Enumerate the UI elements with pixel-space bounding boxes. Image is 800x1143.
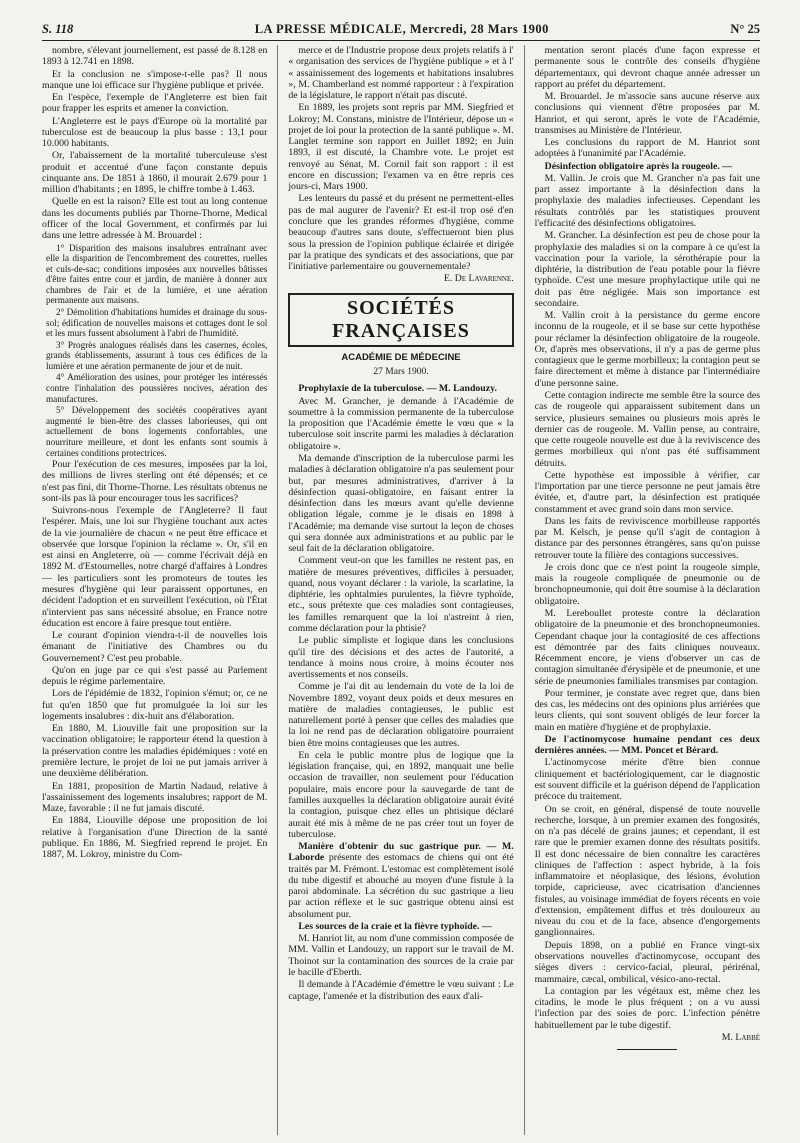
end-rule: [617, 1049, 677, 1050]
list-item: 3° Progrès analogues réalisés dans les casernes, écoles, grands établissements, assurant à tous ces édifices de la lumière et une aération permanente de jour et de nuit.: [46, 339, 268, 371]
column-divider: [277, 45, 278, 1135]
column-1: [42, 45, 267, 1135]
paragraph: mentation seront placés d'une façon expresse et permanente sous le contrôle des conseils d'hygiène départementaux, qui devront chaque année adresser un rapport au préfet du département.: [534, 45, 761, 90]
paragraph: Depuis 1898, on a publié en France vingt-six observations nouvelles d'actinomycose, occupant des sièges divers : cervico-facial, pleural, périrénal, mammaire, cæcal, ombilical, vésico-ano-rectal.: [534, 939, 761, 985]
paragraph: Qu'on en juge par ce qui s'est passé au Parlement depuis le régime parlementaire.: [42, 664, 268, 688]
paragraph: En l'espèce, l'exemple de l'Angleterre est bien fait pour frapper les esprits et amener la conviction.: [42, 92, 268, 115]
paragraph: L'actinomycose mérite d'être bien connue cliniquement et bactériologiquement, car le diagnostic est souvent difficile et la guérison dépend de l'application précoce du traitement.: [534, 757, 761, 803]
paragraph: Cette hypothèse est impossible à vérifier, car l'importation par une tierce personne ne peut jamais être évitée, et, d'autre part, la désinfection est pratiquée constamment et avec grand soin dans mon service.: [534, 469, 761, 515]
measures-list: [42, 243, 267, 459]
column-divider: [524, 45, 525, 1135]
list-item: 1° Disparition des maisons insalubres entraînant avec elle la disparition de l'encombrement des courettes, ruelles et culs-de-sac; conditions imposées aux nouvelles bâtisses d'être faites entre cour et jardin, de manière à donner aux chambres de l'air et de la lumière, et une aération permanente aux maisons.: [46, 242, 268, 306]
session-date: 27 Mars 1900.: [373, 366, 429, 377]
issue-number: N° 25: [730, 22, 760, 36]
paragraph: merce et de l'Industrie propose deux projets relatifs à l' « organisation des services de l'hygiène publique » et à l' « assainissement des logements et habitations insalubres », M. Chamberland est nommé rapporteur : à l'expiration de la législature, le rapport n'était pas discuté.: [288, 45, 514, 102]
report-heading: Manière d'obtenir du suc gastrique pur. — M. Laborde: [288, 841, 514, 864]
paragraph: Suivrons-nous l'exemple de l'Angleterre? Il faut l'espérer. Mais, une loi sur l'hygiène touchant aux actes de la vie journalière de chacun « ne peut être efficace et observée que lorsque l'opinion la réclame ». Or, s'il en est ainsi en Angleterre, où — comme l'écrivait déjà en 1892 M. d'Estournelles, notre chargé d'affaires à Londres — les particuliers sont les promoteurs de toutes les mesures d'hygiène qui leur paraissent opportunes, en décident l'adoption et en surveillent l'exécution, où l'État n'intervient pas sans nécessité absolue, en France notre éducation est encore à faire presque tout entière.: [42, 505, 268, 629]
paragraph: M. Lereboullet proteste contre la déclaration obligatoire de la pneumonie et des bronchopneumonies. Cependant chaque jour la contagiosité de ces affections est démontrée par des faits cliniques nouveaux. Récemment encore, je viens d'observer un cas de contagion simultanée d'érysipèle et de pneumonie, et une série de pneumonies familiales transmises par contagion.: [534, 608, 761, 687]
report-heading: Prophylaxie de la tuberculose. — M. Landouzy.: [298, 383, 497, 395]
paragraph: Lors de l'épidémie de 1832, l'opinion s'émut; or, ce ne fut qu'en 1850 que fut promulguée la loi sur les logements insalubres : dix-huit ans d'élaboration.: [42, 688, 268, 722]
paragraph: M. Hanriot lit, au nom d'une commission composée de MM. Vallin et Landouzy, un rapport sur le travail de M. Thoinot sur la contamination des sources de la craie par le bacille d'Eberth.: [288, 933, 514, 978]
academy-heading: ACADÉMIE DE MÉDECINE: [341, 351, 461, 363]
columns: [42, 45, 760, 1135]
paragraph: Pour l'exécution de ces mesures, imposées par la loi, des millions de livres sterling ont été dépensés; et ce n'est pas fini, dit Thorne-Thorne. Les résultats obtenus ne sont-ils pas là pour encourager tous les sacrifices?: [42, 459, 268, 504]
paragraph: Quelle en est la raison? Elle est tout au long contenue dans les documents publiés par Thorne-Thorne, Medical officer of the local Government, et confirmés par lui dans une lettre adressée à M. Brouardel :: [42, 196, 268, 242]
page-header: [42, 22, 760, 37]
report-heading: Les sources de la craie et la fièvre typhoïde. —: [298, 920, 492, 932]
list-item: 5° Développement des sociétés coopératives ayant augmenté le bien-être des classes laborieuses, qui ont actuellement de bons logements confortables, une nourriture meilleure, et dont les enfants sont soumis à certaines conditions protectrices.: [46, 405, 268, 458]
paragraph: On se croit, en général, dispensé de toute nouvelle recherche, lorsque, à un premier examen des fongosités, on n'a pas décelé de grains jaunes; et cependant, il est rare que le premier examen donne des résultats positifs. Il est donc nécessaire de bien connaître les caractères cliniques de l'affection : aspect hybride, à la fois inflammatoire et néoplasique, des lésions, évolution torpide, capricieuse, avec cicatrisation d'anciennes fistules, au voisinage immédiat de foyers récents en voie d'extension, empâtement diffus et très douloureux au niveau du cou et de la face, absence d'engorgements ganglionnaires.: [534, 803, 761, 939]
author-signature: M. Labbé: [721, 1031, 761, 1043]
paragraph: Cette contagion indirecte me semble être la source des cas de rougeole qui apparaissent subitement dans un service, plusieurs semaines ou plusieurs mois après le dernier cas de rougeole. M. Vallin pense, au contraire, que cette rougeole nouvelle est due à la reviviscence des germes morbilleux qui n'ont pas été suffisamment détruits.: [534, 389, 761, 469]
paragraph: [288, 841, 513, 920]
report-text: présente des estomacs de chiens qui ont été traités par M. Frémont. L'estomac est complètement isolé du tube digestif et abouché au moyen d'une fistule à la paroi abdominale. La sécrétion du suc gastrique a lieu par action réflexe et le suc gastrique obtenu ainsi est absolument pur.: [288, 852, 514, 920]
paragraph: Les lenteurs du passé et du présent ne permettent-elles pas de mal augurer de l'avenir? Et est-il trop osé d'en conclure que les grandes réformes d'hygiène, comme beaucoup d'autres sans doute, s'effectueront bien plus sous la pression de l'opinion publique éclairée et dirigée par la pratique des syndicats et des associations, que par l'initiative parlementaire ou gouvernementale?: [288, 193, 514, 273]
column-3: [535, 45, 760, 1135]
paragraph: Or, l'abaissement de la mortalité tuberculeuse s'est produit et accentué d'une façon constante depuis cinquante ans. De 1851 à 1860, il mourait 2.679 pour 1 million d'habitants ; en 1895, le chiffre tombe à 1.463.: [42, 150, 268, 196]
section-banner: SOCIÉTÉS FRANÇAISES: [288, 293, 513, 347]
report-heading: Désinfection obligatoire après la rougeole. —: [544, 160, 733, 172]
paragraph: Il demande à l'Académie d'émettre le vœu suivant : Le captage, l'amenée et la distribution des eaux d'ali-: [288, 979, 514, 1002]
list-item: 4° Amélioration des usines, pour protéger les intéressés contre l'inhalation des poussières nocives, aération des manufactures.: [46, 372, 268, 404]
paragraph: En 1881, proposition de Martin Nadaud, relative à l'assainissement des logements insalubres; rapport de M. Maze, favorable : il ne fut jamais discuté.: [42, 780, 268, 815]
report-heading: De l'actinomycose humaine pendant ces deux dernières années. — MM. Poncet et Bérard.: [534, 733, 761, 757]
paragraph: En 1880, M. Liouville fait une proposition sur la vaccination obligatoire; le rapporteur étend la question à la préservation contre les maladies épidémiques : voté en première lecture, le projet de loi ne put jamais arriver à une deuxième délibération.: [42, 723, 268, 780]
paragraph: Les conclusions du rapport de M. Hanriot sont adoptées à l'unanimité par l'Académie.: [534, 137, 761, 160]
paragraph: En 1889, les projets sont repris par MM. Siegfried et Lokroy; M. Constans, ministre de l'Intérieur, dépose un « projet de loi pour la protection de la santé publique ». M. Langlet termine son rapport en Juillet 1892; en Juin 1893, il est discuté, la Chambre vote. Le projet est renvoyé au Sénat, M. Cornil fait son rapport : il est encore en discussion; l'examen va en être repris ces jours-ci, Mars 1900.: [288, 102, 514, 193]
column-2: [288, 45, 513, 1135]
page-number: S. 118: [42, 22, 74, 36]
paragraph: Le courant d'opinion viendra-t-il de nouvelles lois émanant de l'initiative des Chambres ou du Gouvernement? C'est peu probable.: [42, 630, 268, 664]
paragraph: nombre, s'élevant journellement, est passé de 8.128 en 1893 à 12.741 en 1898.: [42, 45, 268, 68]
paragraph: Et la conclusion ne s'impose-t-elle pas? Il nous manque une loi efficace sur l'hygiène publique et privée.: [42, 68, 268, 91]
paragraph: Avec M. Grancher, je demande à l'Académie de soumettre à la commission permanente de la tuberculose la proposition que l'Académie émette le vœu que « la tuberculose soit inscrite parmi les maladies à déclaration obligatoire ».: [288, 395, 514, 452]
header-rule: [42, 40, 760, 41]
paragraph: M. Grancher. La désinfection est peu de chose pour la prophylaxie des maladies si on la compare à ce qu'est la vaccination pour la variole, la sérothérapie pour la diphtérie, la distribution de l'eau potable pour la fièvre typhoïde. C'est une mesure prophylactique utile qui ne doit pas être négligée. Mais son importance est secondaire.: [534, 230, 761, 309]
paragraph: Pour terminer, je constate avec regret que, dans bien des cas, les médecins ont des opinions plus arriérées que leurs clients, qui sont souvent obligés de leur forcer la main en matière d'hygiène et de prophylaxie.: [534, 687, 761, 733]
list-item: 2° Démolition d'habitations humides et drainage du sous-sol; édification de nouvelles maisons et cottages dont le sol et les murs fussent absolument à l'abri de l'humidité.: [46, 306, 268, 339]
paragraph: M. Vallin. Je crois que M. Grancher n'a pas fait une part assez importante à la désinfection dans la prophylaxie des maladies infectieuses. Cependant les résultats contrôlés par les statistiques prouvent l'efficacité des désinfections obligatoires.: [534, 172, 761, 229]
journal-title: LA PRESSE MÉDICALE, Mercredi, 28 Mars 1900: [254, 22, 549, 36]
paragraph: La contagion par les végétaux est, même chez les citadins, le mode le plus fréquent ; on a vu aussi l'infection par des soies de porc. L'infection pénètre habituellement par le tube digestif.: [534, 985, 761, 1031]
paragraph: L'Angleterre est le pays d'Europe où la mortalité par tuberculose est de beaucoup la plus basse : 13,1 pour 10.000 habitants.: [42, 115, 268, 150]
paragraph: Le public simpliste et logique dans les conclusions qu'il tire des décisions et des actes de l'autorité, a tendance à moins nous croire, à moins écouter nos avertissements et nos conseils.: [288, 635, 514, 681]
paragraph: En cela le public montre plus de logique que la législation française, qui, en 1892, manquait une belle occasion de travailler, non seulement pour l'éducation populaire, mais encore pour la sauvegarde de tant de familles auxquelles la déclaration obligatoire aurait évité la contagion, puisque chez elles un phtisique déclaré aurait été mis à même de ne pas créer tout un foyer de tuberculose.: [288, 749, 514, 840]
author-signature: E. De Lavarenne.: [443, 273, 514, 285]
paragraph: Comme je l'ai dit au lendemain du vote de la loi de Novembre 1892, voyant deux poids et deux mesures en matière de maladies contagieuses, le public est naturellement porté à penser que celles des maladies que la loi ne rend pas de déclaration obligatoire pourraient bien être moins contagieuses que les autres.: [288, 681, 514, 749]
paragraph: En 1884, Liouville dépose une proposition de loi relative à l'organisation d'une Direction de la santé publique. En 1886, M. Siegfried reprend le projet. En 1887, M. Lokroy, ministre du Com-: [42, 815, 268, 861]
paragraph: M. Brouardel. Je m'associe sans aucune réserve aux conclusions qui viennent d'être proposées par M. Hanriot, et qui seront, après le vote de l'Académie, transmises au Ministère de l'Intérieur.: [534, 91, 761, 136]
paragraph: Je crois donc que ce n'est point la rougeole simple, mais la rougeole compliquée de pneumonie ou de bronchopneumonie, qui doit être soumise à la déclaration obligatoire.: [534, 561, 761, 607]
paragraph: Comment veut-on que les familles ne restent pas, en matière de mesures préventives, difficiles à persuader, quand, nous voyant déclarer : la variole, la scarlatine, la diphtérie, les ophtalmies purulentes, la fièvre typhoïde, etc., sous prétexte que ces maladies sont contagieuses, les familles remarquent que la loi n'astreint à rien, comme déclaration pour la phtisie?: [288, 555, 514, 634]
paragraph: Dans les faits de reviviscence morbilleuse rapportés par M. Kelsch, je pense qu'il s'agit de contagion à distance par des personnes étrangères, sans qu'on puisse retrouver toute la filière des contagions successives.: [534, 515, 761, 561]
paragraph: M. Vallin croit à la persistance du germe encore inconnu de la rougeole, et il se base sur cette hypothèse pour réclamer la désinfection obligatoire de la rougeole. Or, d'après mes observations, il n'y a pas de germe plus contagieux que le germe morbilleux; la contagion peut se faire directement et même à distance par l'intermédiaire d'une personne saine.: [534, 310, 761, 389]
paragraph: Ma demande d'inscription de la tuberculose parmi les maladies à déclaration obligatoire n'a pas seulement pour but, par mesures administratives, d'arriver à la désinfection quasi-obligatoire, en faisant entrer la désinfection dans les mœurs avant qu'elle devienne obligation légale, comme je le disais en 1898 à l'Académie; ma demande vise surtout la leçon de choses qui sera donnée aux administrations et au public par le seul fait de la déclaration obligatoire.: [288, 453, 514, 555]
